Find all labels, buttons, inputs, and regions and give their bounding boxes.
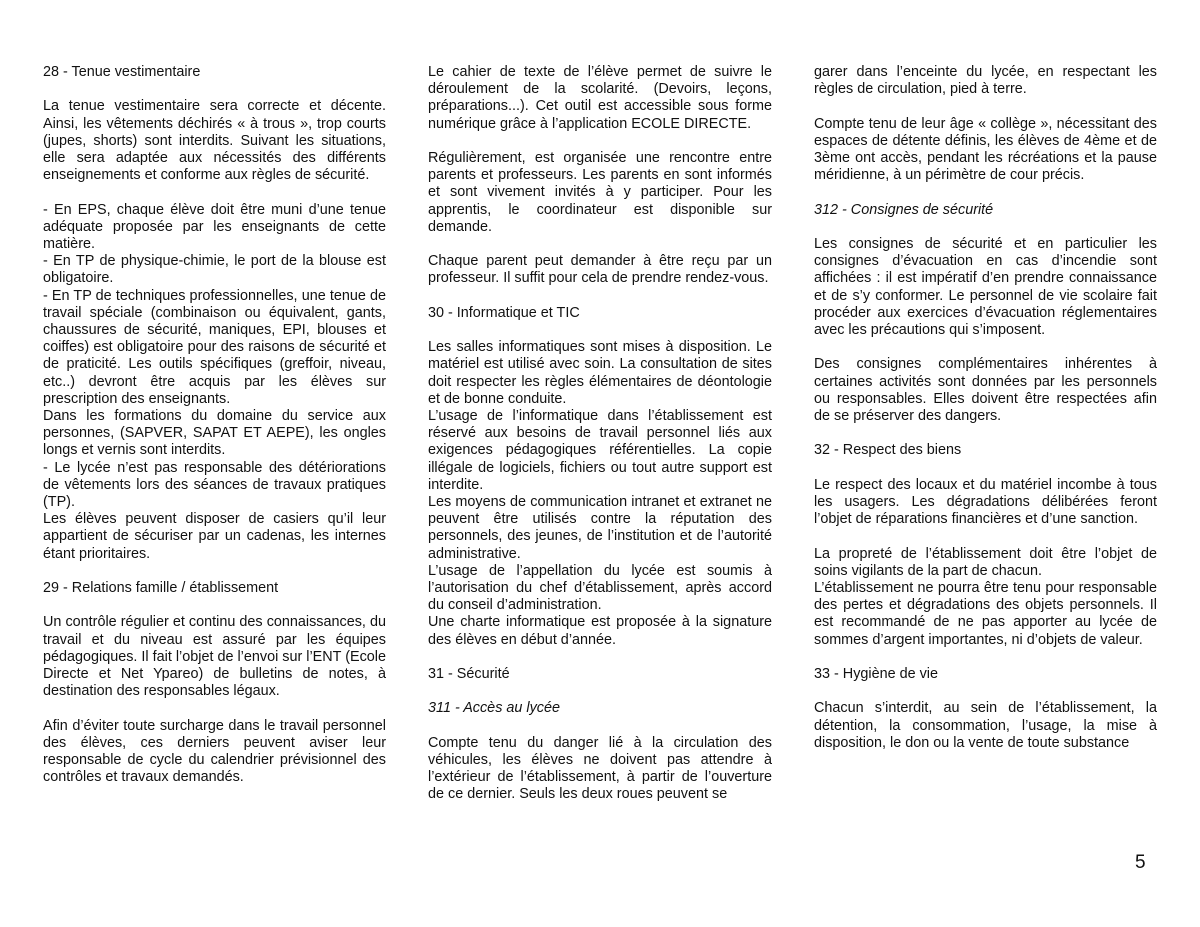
subsection-heading: 312 - Consignes de sécurité <box>814 201 994 218</box>
column-1 <box>43 64 386 804</box>
section-heading: 29 - Relations famille / établissement <box>43 580 279 597</box>
paragraph: La propreté de l’établissement doit être l’objet de soins vigilants de la part de chacun. <box>814 545 1157 579</box>
section-heading: 33 - Hygiène de vie <box>814 665 938 682</box>
paragraph: - En EPS, chaque élève doit être muni d’une tenue adéquate proposée par les enseignants de cette matière. <box>43 201 386 252</box>
paragraph: - En TP de techniques professionnelles, une tenue de travail spéciale (combinaison ou équivalent, gants, chaussures de sécurité, maniques, EPI, blouses et coiffes) est obligatoire pour des raisons de sécurité et de praticité. Les outils spécifiques (greffoir, niveau, etc..) devront être acquis par les élèves sur prescription des enseignants. <box>43 287 386 407</box>
paragraph: La tenue vestimentaire sera correcte et décente. Ainsi, les vêtements déchirés « à trous », trop courts (jupes, shorts) sont interdits. Suivant les situations, elle sera adaptée aux nécessités des différents enseignements et conforme aux règles de sécurité. <box>43 98 386 184</box>
page-number: 5 <box>1135 852 1146 873</box>
column-2 <box>428 64 772 821</box>
paragraph: Chacun s’interdit, au sein de l’établissement, la détention, la consommation, l’usage, la mise à disposition, le don ou la vente de toute substance <box>814 700 1157 751</box>
paragraph: Compte tenu de leur âge « collège », nécessitant des espaces de détente définis, les élèves de 4ème et de 3ème ont accès, pendant les récréations et la pause méridienne, à un périmètre de cour précis. <box>814 115 1157 184</box>
paragraph: Les moyens de communication intranet et extranet ne peuvent être utilisés contre la réputation des personnels, des jeunes, de l’institution et de l’autorité administrative. <box>428 494 772 562</box>
paragraph: Un contrôle régulier et continu des connaissances, du travail et du niveau est assuré par les équipes pédagogiques. Il fait l’objet de l’envoi sur l’ENT (Ecole Directe et Net Ypareo) de bulletins de notes, à destination des responsables légaux. <box>43 614 386 700</box>
paragraph: Les élèves peuvent disposer de casiers qu’il leur appartient de sécuriser par un cadenas, les internes étant prioritaires. <box>43 511 386 562</box>
paragraph: - En TP de physique-chimie, le port de la blouse est obligatoire. <box>43 253 386 287</box>
subsection-heading: 311 - Accès au lycée <box>428 700 560 717</box>
paragraph: L’usage de l’appellation du lycée est soumis à l’autorisation du chef d’établissement, après accord du conseil d’administration. <box>428 562 772 614</box>
section-heading: 32 - Respect des biens <box>814 442 962 459</box>
paragraph: Chaque parent peut demander à être reçu par un professeur. Il suffit pour cela de prendre rendez-vous. <box>428 253 772 287</box>
section-heading: 28 - Tenue vestimentaire <box>43 64 201 80</box>
paragraph: Une charte informatique est proposée à la signature des élèves en début d’année. <box>428 614 772 648</box>
paragraph: Afin d’éviter toute surcharge dans le travail personnel des élèves, ces derniers peuvent aviser leur responsable de cycle du calendrier prévisionnel des contrôles et travaux demandés. <box>43 717 386 786</box>
paragraph: L’établissement ne pourra être tenu pour responsable des pertes et dégradations des objets personnels. Il est recommandé de ne pas apporter au lycée de sommes d’argent importantes, ni d’objets de valeur. <box>814 579 1157 648</box>
column-3 <box>814 64 1157 769</box>
paragraph: L’usage de l’informatique dans l’établissement est réservé aux besoins de travail personnel liés aux exigences pédagogiques référentielles. La copie illégale de logiciels, fichiers ou tout autre support est interdite. <box>428 408 772 493</box>
paragraph: Régulièrement, est organisée une rencontre entre parents et professeurs. Les parents en sont informés et sont vivement invités à y participer. Pour les apprentis, le coordinateur est disponible sur demande. <box>428 150 772 235</box>
paragraph: Les salles informatiques sont mises à disposition. Le matériel est utilisé avec soin. La consultation de sites doit respecter les règles élémentaires de déontologie et de bonne conduite. <box>428 339 772 407</box>
paragraph: Dans les formations du domaine du service aux personnes, (SAPVER, SAPAT ET AEPE), les ongles longs et vernis sont interdits. <box>43 408 386 459</box>
paragraph: Le respect des locaux et du matériel incombe à tous les usagers. Les dégradations délibérées feront l’objet de réparations financières et d’une sanction. <box>814 476 1157 528</box>
paragraph: Les consignes de sécurité et en particulier les consignes d’évacuation en cas d’incendie sont affichées : il est impératif d’en prendre connaissance et de s’y conformer. Le personnel de vie scolaire fait procéder aux exercices d’évacuation réglementaires avec les précautions qui s’imposent. <box>814 235 1157 338</box>
section-heading: 30 - Informatique et TIC <box>428 304 580 321</box>
section-heading: 31 - Sécurité <box>428 666 510 683</box>
paragraph: garer dans l’enceinte du lycée, en respectant les règles de circulation, pied à terre. <box>814 64 1157 98</box>
paragraph: Compte tenu du danger lié à la circulation des véhicules, les élèves ne doivent pas attendre à l’extérieur de l’établissement, à partir de l’ouverture de ce dernier. Seuls les deux roues peuvent se <box>428 734 772 803</box>
paragraph: - Le lycée n’est pas responsable des détériorations de vêtements lors des séances de travaux pratiques (TP). <box>43 459 386 511</box>
paragraph: Des consignes complémentaires inhérentes à certaines activités sont données par les personnels ou responsables. Elles doivent être respectées afin de se préserver des dangers. <box>814 356 1157 424</box>
paragraph: Le cahier de texte de l’élève permet de suivre le déroulement de la scolarité. (Devoirs, leçons, préparations...). Cet outil est accessible sous forme numérique grâce à l’application ECOLE DIRECTE. <box>428 64 772 132</box>
